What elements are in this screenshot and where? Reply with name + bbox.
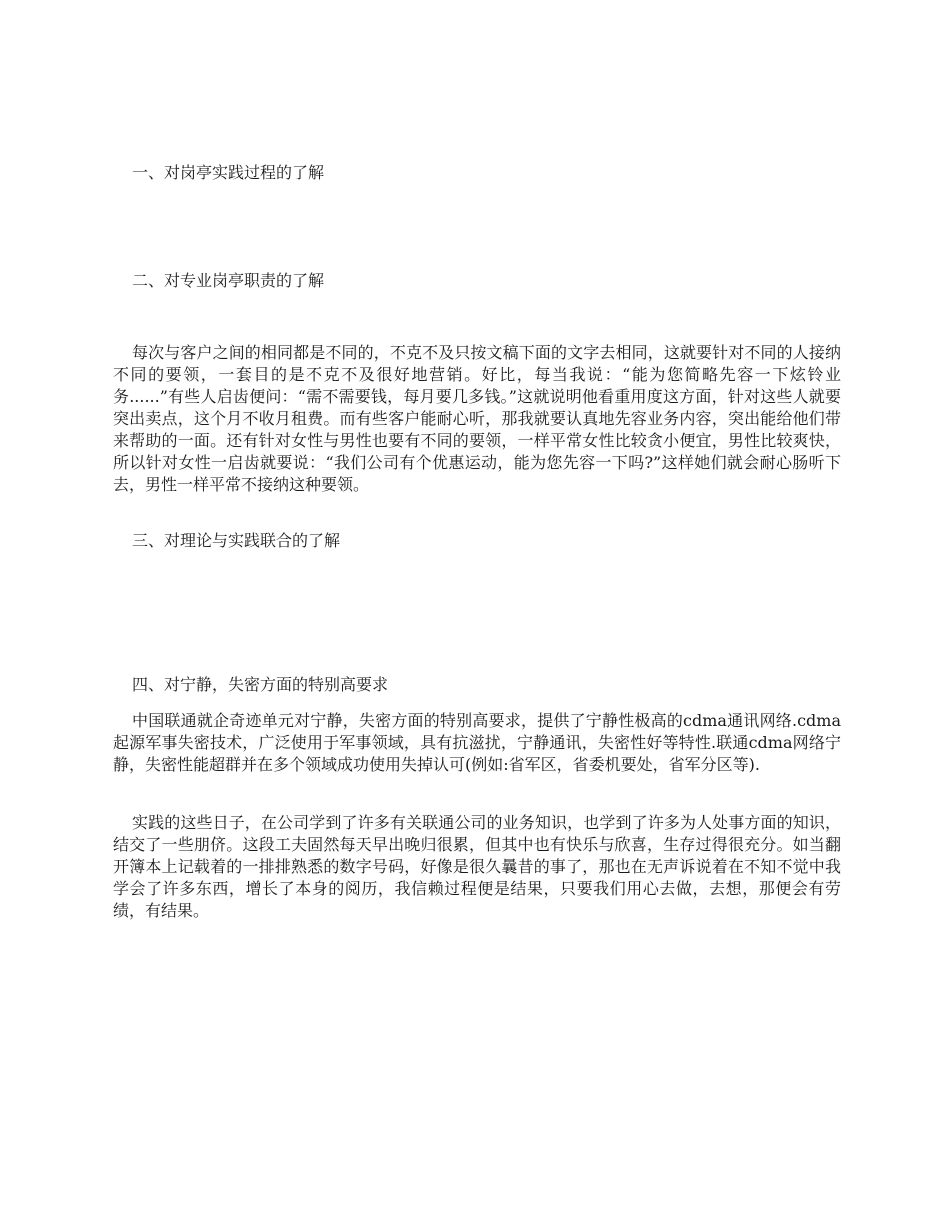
body-paragraph-2: 中国联通就企奇迹单元对宁静，失密方面的特别高要求，提供了宁静性极高的cdma通讯网络.cdma起源军事失密技术，广泛使用于军事领域，具有抗滋扰，宁静通讯，失密性好等特性.联通cdma网络宁静，失密性能超群并在多个领域成功使用失掉认可(例如:省军区，省委机要处，省军分区等). bbox=[113, 711, 841, 774]
body-paragraph-3: 实践的这些日子，在公司学到了许多有关联通公司的业务知识，也学到了许多为人处事方面的知识，结交了一些朋侪。这段工夫固然每天早出晚归很累，但其中也有快乐与欣喜，生存过得很充分。如当翻开簿本上记载着的一排排熟悉的数字号码，好像是很久曩昔的事了，那也在无声诉说着在不知不觉中我学会了许多东西，增长了本身的阅历，我信赖过程便是结果，只要我们用心去做，去想，那便会有劳绩，有结果。 bbox=[113, 813, 841, 920]
section-heading-1: 一、对岗亭实践过程的了解 bbox=[132, 163, 325, 182]
section-heading-3: 三、对理论与实践联合的了解 bbox=[132, 531, 341, 550]
body-paragraph-1: 每次与客户之间的相同都是不同的，不克不及只按文稿下面的文字去相同，这就要针对不同的人接纳不同的要领，一套目的是不克不及很好地营销。好比，每当我说：“能为您简略先容一下炫铃业务......”有些人启齿便问：“需不需要钱，每月要几多钱。”这就说明他看重用度这方面，针对这些人就要突出卖点，这个月不收月租费。而有些客户能耐心听，那我就要认真地先容业务内容，突出能给他们带来帮助的一面。还有针对女性与男性也要有不同的要领，一样平常女性比较贪小便宜，男性比较爽快，所以针对女性一启齿就要说：“我们公司有个优惠运动，能为您先容一下吗?”这样她们就会耐心肠听下去，男性一样平常不接纳这种要领。 bbox=[113, 343, 841, 494]
section-heading-4: 四、对宁静，失密方面的特别高要求 bbox=[132, 675, 389, 694]
section-heading-2: 二、对专业岗亭职责的了解 bbox=[132, 271, 325, 290]
